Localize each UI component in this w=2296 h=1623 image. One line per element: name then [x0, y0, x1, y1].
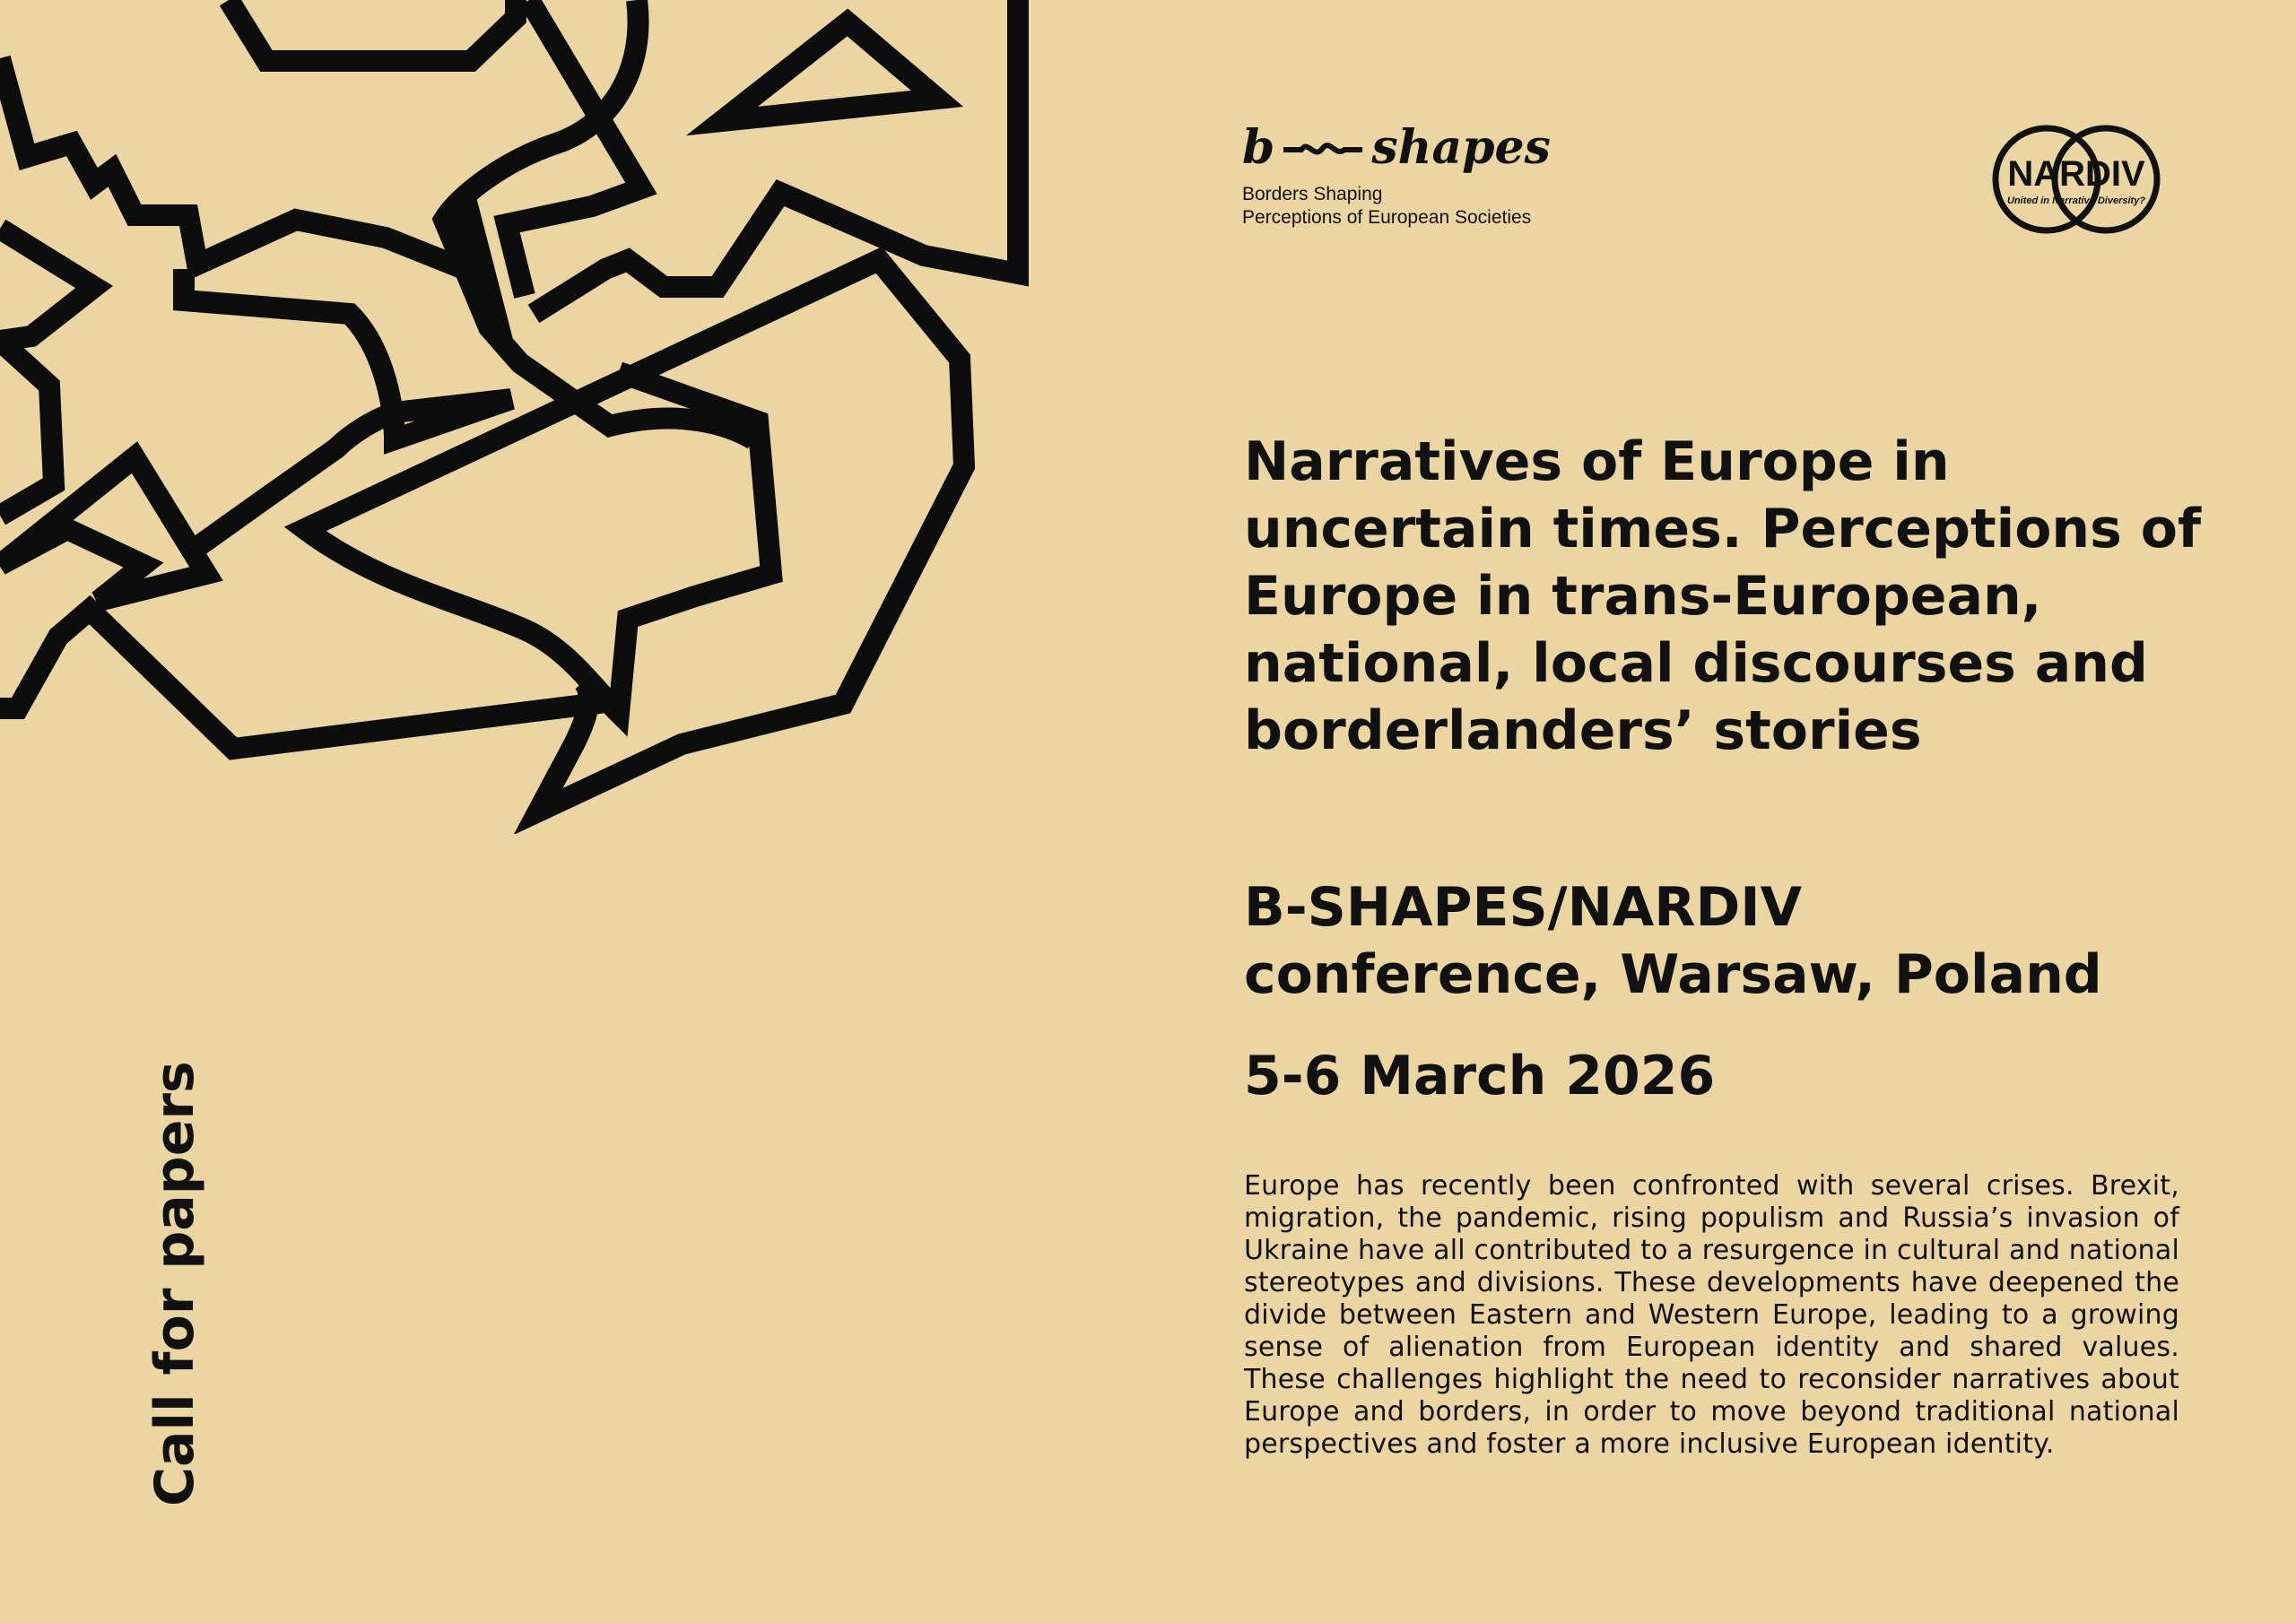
- call-for-papers-label: Call for papers: [144, 1061, 206, 1506]
- map-shape-outline-3: [534, 0, 1018, 314]
- nardiv-tagline: United in Narrative Diversity?: [2006, 195, 2146, 206]
- b-shapes-subtitle-line2: Perceptions of European Societies: [1242, 207, 1532, 228]
- nardiv-logo: [1982, 121, 2170, 238]
- intro-paragraph: Europe has recently been confronted with several crises. Brexit, migration, the pandemic, rising populism and Russia’s invasion of Ukraine have all contributed to a resurgence in cultural and national stereotypes and divisions. These developments have deepened the divide between Eastern and Western Europe, leading to a growing sense of alienation from European identity and shared values. These challenges highlight the need to reconsider narratives about Europe and borders, in order to move beyond traditional national perspectives and foster a more inclusive European identity.: [1244, 1170, 2179, 1460]
- conference-date: 5-6 March 2026: [1244, 1045, 1716, 1107]
- map-triangle-1: [722, 22, 937, 121]
- map-shape-outline-10: [0, 457, 206, 601]
- map-shape-outline-5: [0, 229, 94, 341]
- conference-location: conference, Warsaw, Poland: [1244, 943, 2102, 1006]
- map-shape-outline-2: [444, 0, 753, 439]
- abstract-border-map-graphic: [0, 0, 1040, 834]
- conference-heading: [1244, 874, 2213, 1009]
- wave-border-icon: [1282, 130, 1364, 166]
- conference-name: B-SHAPES/NARDIV: [1244, 876, 1803, 939]
- conference-title: Narratives of Europe in uncertain times. Perceptions of Europe in trans-European, national, local discourses and borderlanders’ stories: [1244, 430, 2202, 762]
- b-shapes-subtitle: [1242, 183, 1531, 230]
- nardiv-name: NARDIV: [2007, 154, 2145, 194]
- b-shapes-logo: [1242, 117, 1565, 233]
- logo-shapes-word: shapes: [1371, 120, 1551, 175]
- map-shape-outline-1: [229, 0, 516, 61]
- b-shapes-wordmark: [1242, 117, 1551, 179]
- map-shape-outline-6: [0, 341, 54, 516]
- logo-b-letter: b: [1242, 120, 1275, 175]
- b-shapes-subtitle-line1: Borders Shaping: [1242, 184, 1383, 204]
